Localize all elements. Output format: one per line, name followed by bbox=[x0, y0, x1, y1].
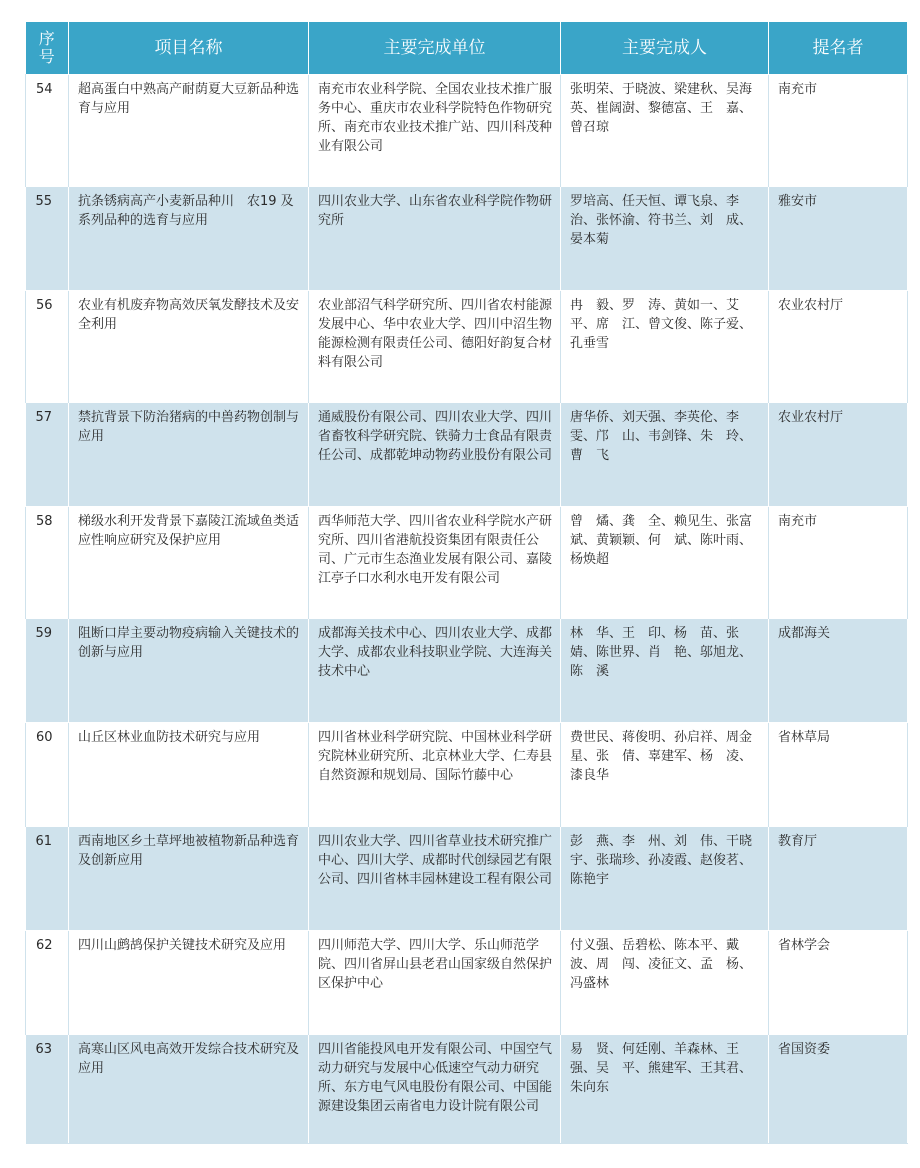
table-header bbox=[26, 22, 908, 75]
header-unit: 主要完成单位 bbox=[309, 22, 561, 75]
awards-table-container bbox=[25, 22, 907, 1144]
table-row bbox=[26, 187, 908, 291]
row-project-name: 山丘区林业血防技术研究与应用 bbox=[69, 723, 309, 827]
row-unit: 四川师范大学、四川大学、乐山师范学院、四川省屏山县老君山国家级自然保护区保护中心 bbox=[309, 931, 561, 1035]
table-row bbox=[26, 619, 908, 723]
header-people: 主要完成人 bbox=[561, 22, 769, 75]
row-unit: 西华师范大学、四川省农业科学院水产研究所、四川省港航投资集团有限责任公司、广元市生态渔业发展有限公司、嘉陵江亭子口水利水电开发有限公司 bbox=[309, 507, 561, 619]
row-nominator: 南充市 bbox=[769, 75, 908, 187]
row-nominator: 教育厅 bbox=[769, 827, 908, 931]
row-nominator: 农业农村厅 bbox=[769, 403, 908, 507]
table-row bbox=[26, 291, 908, 403]
row-number: 54 bbox=[26, 75, 69, 187]
row-project-name: 抗条锈病高产小麦新品种川 农19 及系列品种的选育与应用 bbox=[69, 187, 309, 291]
row-project-name: 梯级水利开发背景下嘉陵江流域鱼类适应性响应研究及保护应用 bbox=[69, 507, 309, 619]
row-number: 56 bbox=[26, 291, 69, 403]
table-row bbox=[26, 827, 908, 931]
row-people: 冉 毅、罗 涛、黄如一、艾 平、席 江、曾文俊、陈子爱、孔垂雪 bbox=[561, 291, 769, 403]
row-unit: 农业部沼气科学研究所、四川省农村能源发展中心、华中农业大学、四川中沼生物能源检测有限责任公司、德阳好韵复合材料有限公司 bbox=[309, 291, 561, 403]
row-nominator: 农业农村厅 bbox=[769, 291, 908, 403]
table-row bbox=[26, 1035, 908, 1144]
row-unit: 四川农业大学、山东省农业科学院作物研究所 bbox=[309, 187, 561, 291]
row-unit: 四川省林业科学研究院、中国林业科学研究院林业研究所、北京林业大学、仁寿县自然资源和规划局、国际竹藤中心 bbox=[309, 723, 561, 827]
row-people: 罗培高、任天恒、谭飞泉、李 治、张怀渝、符书兰、刘 成、晏本菊 bbox=[561, 187, 769, 291]
row-people: 曾 燏、龚 全、赖见生、张富斌、黄颖颖、何 斌、陈叶雨、杨焕超 bbox=[561, 507, 769, 619]
row-number: 59 bbox=[26, 619, 69, 723]
row-unit: 四川农业大学、四川省草业技术研究推广中心、四川大学、成都时代创绿园艺有限公司、四川省林丰园林建设工程有限公司 bbox=[309, 827, 561, 931]
row-number: 60 bbox=[26, 723, 69, 827]
row-project-name: 农业有机废弃物高效厌氧发酵技术及安全利用 bbox=[69, 291, 309, 403]
row-people: 付义强、岳碧松、陈本平、戴 波、周 闯、凌征文、孟 杨、冯盛林 bbox=[561, 931, 769, 1035]
row-people: 彭 燕、李 州、刘 伟、干晓宇、张瑞珍、孙凌霞、赵俊茗、陈艳宇 bbox=[561, 827, 769, 931]
row-number: 58 bbox=[26, 507, 69, 619]
table-row bbox=[26, 931, 908, 1035]
row-project-name: 西南地区乡土草坪地被植物新品种选育及创新应用 bbox=[69, 827, 309, 931]
row-unit: 成都海关技术中心、四川农业大学、成都大学、成都农业科技职业学院、大连海关技术中心 bbox=[309, 619, 561, 723]
row-unit: 南充市农业科学院、全国农业技术推广服务中心、重庆市农业科学院特色作物研究所、南充市农业技术推广站、四川科茂种业有限公司 bbox=[309, 75, 561, 187]
table-body bbox=[26, 75, 908, 1144]
table-row bbox=[26, 75, 908, 187]
row-people: 易 贤、何廷刚、羊森林、王 强、吴 平、熊建军、王其君、朱向东 bbox=[561, 1035, 769, 1144]
header-nominator: 提名者 bbox=[769, 22, 908, 75]
header-seq: 序号 bbox=[26, 22, 69, 75]
row-nominator: 省林学会 bbox=[769, 931, 908, 1035]
row-nominator: 省林草局 bbox=[769, 723, 908, 827]
row-number: 63 bbox=[26, 1035, 69, 1144]
row-unit: 通威股份有限公司、四川农业大学、四川省畜牧科学研究院、铁骑力士食品有限责任公司、成都乾坤动物药业股份有限公司 bbox=[309, 403, 561, 507]
row-project-name: 高寒山区风电高效开发综合技术研究及应用 bbox=[69, 1035, 309, 1144]
row-unit: 四川省能投风电开发有限公司、中国空气动力研究与发展中心低速空气动力研究所、东方电气风电股份有限公司、中国能源建设集团云南省电力设计院有限公司 bbox=[309, 1035, 561, 1144]
table-row bbox=[26, 507, 908, 619]
row-nominator: 省国资委 bbox=[769, 1035, 908, 1144]
table-row bbox=[26, 403, 908, 507]
row-nominator: 雅安市 bbox=[769, 187, 908, 291]
row-number: 61 bbox=[26, 827, 69, 931]
row-project-name: 超高蛋白中熟高产耐荫夏大豆新品种选育与应用 bbox=[69, 75, 309, 187]
row-project-name: 阻断口岸主要动物疫病输入关键技术的创新与应用 bbox=[69, 619, 309, 723]
row-number: 57 bbox=[26, 403, 69, 507]
table-row bbox=[26, 723, 908, 827]
row-number: 55 bbox=[26, 187, 69, 291]
row-people: 费世民、蒋俊明、孙启祥、周金星、张 倩、辜建军、杨 凌、漆良华 bbox=[561, 723, 769, 827]
row-people: 林 华、王 印、杨 苗、张 婧、陈世界、肖 艳、邬旭龙、陈 溪 bbox=[561, 619, 769, 723]
row-people: 张明荣、于晓波、梁建秋、吴海英、崔阔澍、黎德富、王 嘉、曾召琼 bbox=[561, 75, 769, 187]
row-nominator: 南充市 bbox=[769, 507, 908, 619]
row-people: 唐华侨、刘天强、李英伦、李 雯、邝 山、韦剑锋、朱 玲、曹 飞 bbox=[561, 403, 769, 507]
row-number: 62 bbox=[26, 931, 69, 1035]
row-project-name: 四川山鹧鸪保护关键技术研究及应用 bbox=[69, 931, 309, 1035]
row-project-name: 禁抗背景下防治猪病的中兽药物创制与应用 bbox=[69, 403, 309, 507]
header-project-name: 项目名称 bbox=[69, 22, 309, 75]
awards-table bbox=[25, 22, 908, 1144]
row-nominator: 成都海关 bbox=[769, 619, 908, 723]
